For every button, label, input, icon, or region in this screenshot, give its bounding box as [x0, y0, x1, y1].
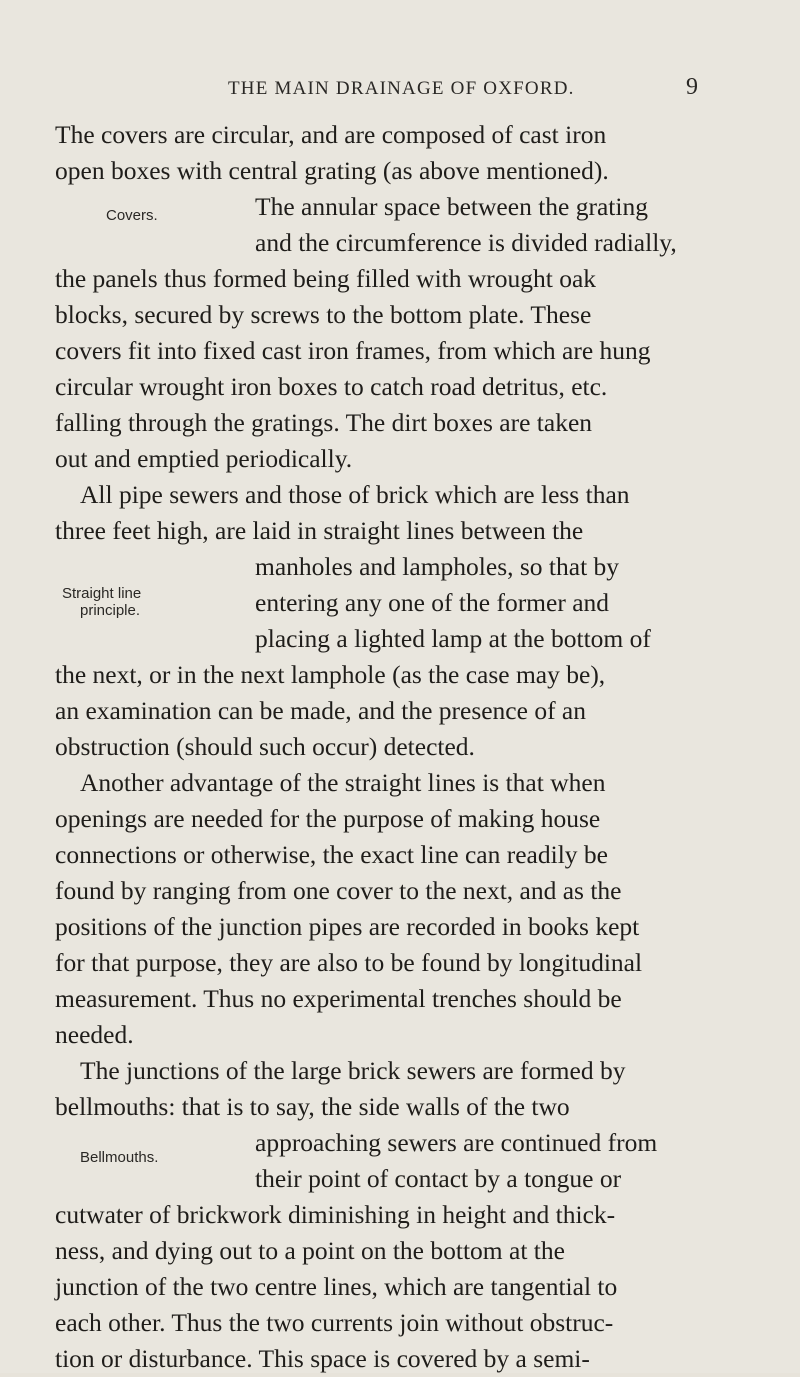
text-line: connections or otherwise, the exact line can readily be [55, 840, 608, 869]
text-line: obstruction (should such occur) detected. [55, 732, 475, 761]
text-line: junction of the two centre lines, which are tangential to [55, 1272, 618, 1301]
text-line: openings are needed for the purpose of making house [55, 804, 601, 833]
text-line: and the circumference is divided radially, [255, 228, 677, 257]
text-line: The covers are circular, and are composed of cast iron [55, 120, 607, 149]
text-line: falling through the gratings. The dirt boxes are taken [55, 408, 593, 437]
text-line: placing a lighted lamp at the bottom of [255, 624, 651, 653]
text-line: tion or disturbance. This space is covered by a semi- [55, 1344, 590, 1373]
text-line: positions of the junction pipes are recorded in books kept [55, 912, 640, 941]
text-line: out and emptied periodically. [55, 444, 353, 473]
margin-note-covers: Covers. [106, 207, 158, 224]
page-number: 9 [686, 74, 698, 100]
text-line: bellmouths: that is to say, the side walls of the two [55, 1092, 570, 1121]
text-line: Another advantage of the straight lines is that when [80, 768, 606, 797]
text-line: an examination can be made, and the presence of an [55, 696, 587, 725]
text-line: the next, or in the next lamphole (as the case may be), [55, 660, 606, 689]
text-line: All pipe sewers and those of brick which are less than [80, 480, 630, 509]
text-line: blocks, secured by screws to the bottom plate. These [55, 300, 592, 329]
text-line: cutwater of brickwork diminishing in height and thick- [55, 1200, 616, 1229]
text-line: each other. Thus the two currents join without obstruc- [55, 1308, 614, 1337]
text-line: open boxes with central grating (as above mentioned). [55, 156, 609, 185]
running-title: THE MAIN DRAINAGE OF OXFORD. [228, 78, 575, 99]
text-line: found by ranging from one cover to the next, and as the [55, 876, 622, 905]
text-line: The annular space between the grating [255, 192, 648, 221]
text-line: the panels thus formed being filled with wrought oak [55, 264, 597, 293]
margin-note-bellmouths: Bellmouths. [80, 1149, 159, 1166]
text-line: needed. [55, 1020, 134, 1049]
text-line: ness, and dying out to a point on the bottom at the [55, 1236, 565, 1265]
text-line: entering any one of the former and [255, 588, 610, 617]
text-line: approaching sewers are continued from [255, 1128, 658, 1157]
text-line: manholes and lampholes, so that by [255, 552, 620, 581]
text-line: circular wrought iron boxes to catch road detritus, etc. [55, 372, 608, 401]
margin-note-straight-line-principle: principle. [80, 602, 141, 619]
text-line: The junctions of the large brick sewers are formed by [80, 1056, 626, 1085]
text-line: three feet high, are laid in straight lines between the [55, 516, 584, 545]
text-line: measurement. Thus no experimental trenches should be [55, 984, 622, 1013]
text-line: their point of contact by a tongue or [255, 1164, 622, 1193]
margin-note-straight-line: Straight line [62, 585, 142, 602]
text-line: covers fit into fixed cast iron frames, from which are hung [55, 336, 651, 365]
text-line: for that purpose, they are also to be found by longitudinal [55, 948, 643, 977]
